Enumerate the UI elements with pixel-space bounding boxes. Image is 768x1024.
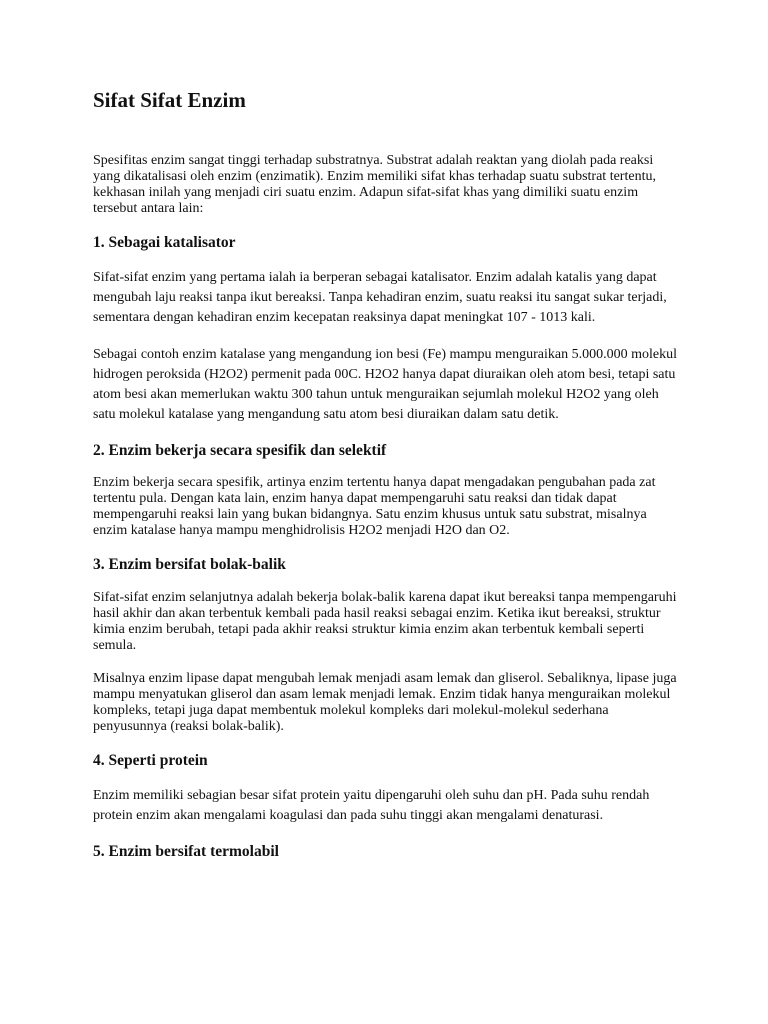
section-paragraph: Enzim memiliki sebagian besar sifat protein yaitu dipengaruhi oleh suhu dan pH. Pada suhu rendah protein enzim akan mengalami koagulasi dan pada suhu tinggi akan mengalami denaturasi.	[93, 787, 650, 823]
section-paragraph: Sebagai contoh enzim katalase yang mengandung ion besi (Fe) mampu menguraikan 5.000.000 molekul hidrogen peroksida (H2O2) permenit pada 00C. H2O2 hanya dapat diuraikan oleh atom besi, tetapi satu atom besi akan memerlukan waktu 300 tahun untuk menguraikan sejumlah molekul H2O2 yang oleh satu molekul katalase yang mengandung satu atom besi diuraikan dalam satu detik.	[93, 346, 677, 422]
intro-paragraph: Spesifitas enzim sangat tinggi terhadap substratnya. Substrat adalah reaktan yang diolah pada reaksi yang dikatalisasi oleh enzim (enzimatik). Enzim memiliki sifat khas terhadap suatu substrat tertentu, kekhasan inilah yang menjadi ciri suatu enzim. Adapun sifat-sifat khas yang dimiliki suatu enzim tersebut antara lain:	[93, 153, 656, 217]
section-paragraph: Misalnya enzim lipase dapat mengubah lemak menjadi asam lemak dan gliserol. Sebaliknya, lipase juga mampu menyatukan gliserol dan asam lemak menjadi lemak. Enzim tidak hanya menguraikan molekul kompleks, tetapi juga dapat membentuk molekul kompleks dari molekul-molekul sederhana penyusunnya (reaksi bolak-balik).	[93, 670, 677, 734]
section-paragraph: Sifat-sifat enzim yang pertama ialah ia berperan sebagai katalisator. Enzim adalah katalis yang dapat mengubah laju reaksi tanpa ikut bereaksi. Tanpa kehadiran enzim, suatu reaksi itu sangat sukar terjadi, sementara dengan kehadiran enzim kecepatan reaksinya dapat meningkat 107 - 1013 kali.	[93, 269, 667, 325]
section-heading-protein: 4. Seperti protein	[93, 751, 208, 769]
section-heading-spesifik: 2. Enzim bekerja secara spesifik dan selektif	[93, 441, 387, 459]
section-paragraph: Enzim bekerja secara spesifik, artinya enzim tertentu hanya dapat mengadakan pengubahan pada zat tertentu pula. Dengan kata lain, enzim hanya dapat mempengaruhi satu reaksi dan tidak dapat mempengaruhi reaksi lain yang bukan bidangnya. Satu enzim khusus untuk satu substrat, misalnya enzim katalase hanya mampu menghidrolisis H2O2 menjadi H2O dan O2.	[93, 475, 656, 539]
section-heading-termolabil: 5. Enzim bersifat termolabil	[93, 842, 279, 860]
page-title: Sifat Sifat Enzim	[93, 88, 246, 112]
section-heading-katalisator: 1. Sebagai katalisator	[93, 234, 236, 252]
section-heading-bolak-balik: 3. Enzim bersifat bolak-balik	[93, 556, 286, 574]
section-paragraph: Sifat-sifat enzim selanjutnya adalah bekerja bolak-balik karena dapat ikut bereaksi tanpa mempengaruhi hasil akhir dan akan terbentuk kembali pada hasil reaksi sebagai enzim. Ketika ikut bereaksi, struktur kimia enzim berubah, tetapi pada akhir reaksi struktur kimia enzim akan terbentuk kembali seperti semula.	[93, 589, 677, 653]
